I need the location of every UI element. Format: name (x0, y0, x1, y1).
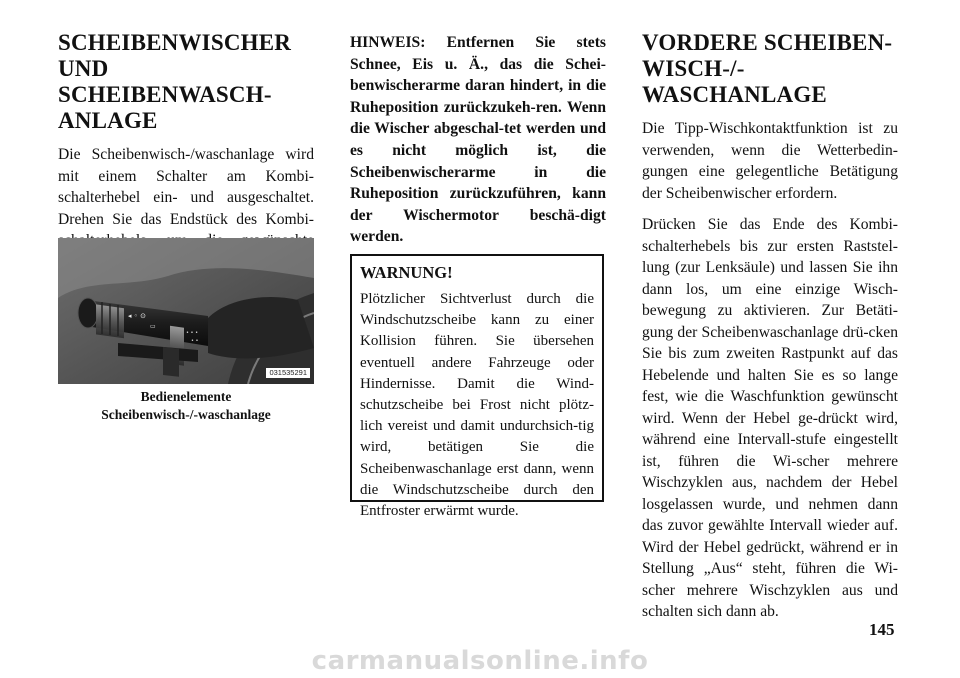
heading-line: ANLAGE (58, 108, 158, 133)
intro-paragraph: Die Scheibenwisch-/waschanlage wird mit einem Schalter am Kombi-schalterhebel ein- und ausgeschaltet. Drehen Sie das Endstück des Kombi- (58, 146, 314, 228)
svg-text:◂ ◦ ⊙: ◂ ◦ ⊙ (128, 312, 146, 320)
warning-text: Plötzlicher Sichtverlust durch die Windschutzscheibe kann zu einer Kollision führen. Sie übersehen eventuell andere Fahrzeuge oder Hindernisse. Damit die Wind-schutzscheibe bei Frost nicht plötz-lich vereist und damit undurchsich-tig wird, betätigen Sie die Scheibenwaschanlage erst dann, wenn die Windschutzscheibe durch den Entfroster erwärmt wurde. (360, 291, 594, 520)
heading-line: UND SCHEIBENWASCH- (58, 56, 272, 107)
mist-function-paragraph: Die Tipp-Wischkontaktfunktion ist zu verwenden, wenn die Wetterbedin-gungen eine gelegentliche Betätigung der Scheibenwischer erfordern. (642, 120, 898, 202)
heading-line: WISCH-/-WASCHANLAGE (642, 56, 827, 107)
section-heading-front-wiper (642, 30, 898, 108)
section-heading-wipers (58, 30, 314, 134)
heading-line: VORDERE SCHEIBEN- (642, 30, 893, 55)
wiper-switch-figure (58, 238, 314, 384)
figure-code: 031535291 (266, 368, 310, 378)
note-paragraph: HINWEIS: Entfernen Sie stets Schnee, Eis u. Ä., das die Schei-benwischerarme daran hindert, in die Ruheposition zurückzukeh-ren. Wenn die Wischer abgeschal-tet werden und es nicht möglich ist, die Scheibenwischerarme in die Ruheposition zurückzuführen, kann der Wischermotor beschä-digt werden. (350, 34, 606, 246)
figure-caption (58, 388, 314, 424)
warning-box (350, 254, 604, 520)
warning-title: WARNUNG! (360, 263, 453, 282)
svg-text:▭: ▭ (150, 323, 156, 330)
wiper-stalk-photo (58, 238, 314, 384)
heading-line: SCHEIBENWISCHER (58, 30, 292, 55)
washer-operation-paragraph: Drücken Sie das Ende des Kombi-schalterhebels bis zur ersten Raststel-lung (zur Lenksäule) und lassen Sie ihn dann los, um eine einzige Wisch-bewegung zu aktivieren. Zur Betäti-gung der Scheibenwaschanlage drü-cken Sie bis zum zweiten Rastpunkt auf das Hebelende und halten Sie es so lange fest, wie die Waschfunktion gewünscht wird. Wenn der Hebel ge-drückt wird, während eine Intervall-stufe eingestellt ist, führen die Wi-scher mehrere Wischzyklen aus, nachdem der Hebel losgelassen wurde, und nehmen dann das zuvor gewählte Intervall wieder auf. Wird der Hebel gedrückt, während er in Stellung „Aus“ steht, führen die Wi-scher mehrere Wischzyklen aus und schalten sich dann ab. (642, 216, 898, 620)
svg-text:• • •: • • • (186, 330, 199, 336)
page-number: 145 (869, 620, 895, 639)
svg-text:• •: • • (191, 338, 199, 344)
left-column (58, 30, 314, 273)
caption-line: Scheibenwisch-/-waschanlage (101, 407, 271, 422)
middle-column (350, 30, 606, 248)
watermark: carmanualsonline.info (311, 646, 649, 676)
right-column (642, 30, 898, 623)
caption-line: Bedienelemente (140, 389, 232, 404)
